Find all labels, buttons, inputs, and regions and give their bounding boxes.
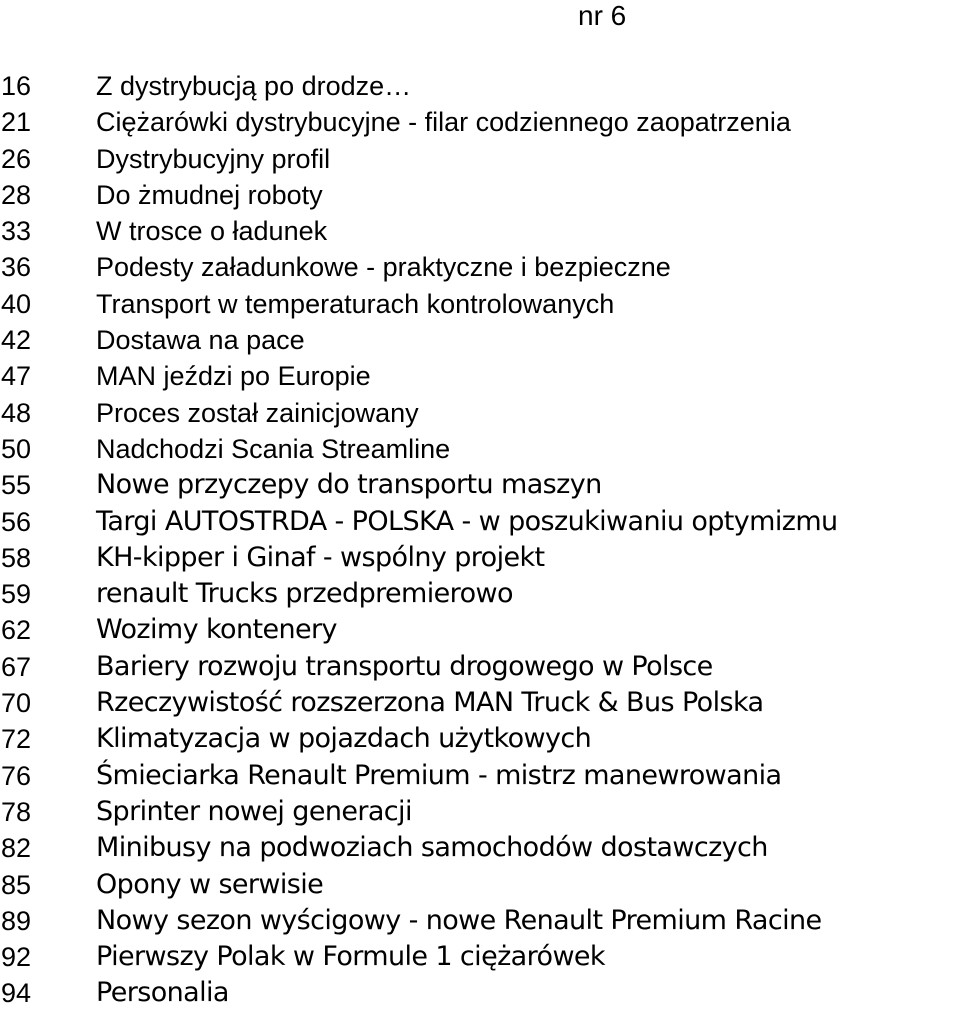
toc-page-number: 42 bbox=[1, 325, 32, 356]
toc-entry bbox=[0, 68, 960, 104]
toc-entry bbox=[0, 467, 960, 503]
toc-page-number: 85 bbox=[1, 869, 32, 900]
toc-page-number: 70 bbox=[1, 688, 32, 719]
toc-entry bbox=[0, 431, 960, 467]
toc-entry bbox=[0, 395, 960, 431]
toc-page-number: 62 bbox=[1, 615, 32, 646]
toc-entry bbox=[0, 685, 960, 721]
toc-entry bbox=[0, 612, 960, 648]
toc-article-title: Bariery rozwoju transportu drogowego w Polsce bbox=[96, 650, 713, 682]
toc-article-title: Opony w serwisie bbox=[96, 868, 324, 900]
issue-number: nr 6 bbox=[578, 0, 627, 31]
toc-entry bbox=[0, 249, 960, 285]
toc-page-number: 78 bbox=[1, 796, 32, 827]
toc-entry bbox=[0, 104, 960, 140]
toc-entry bbox=[0, 939, 960, 975]
toc-entry bbox=[0, 540, 960, 576]
toc-page-number: 48 bbox=[1, 397, 32, 428]
toc-entry bbox=[0, 358, 960, 394]
toc-article-title: MAN jeździ po Europie bbox=[96, 361, 371, 392]
toc-article-title: Z dystrybucją po drodze… bbox=[96, 71, 412, 101]
toc-article-title: KH-kipper i Ginaf - wspólny projekt bbox=[96, 541, 545, 573]
toc-entry bbox=[0, 141, 960, 177]
toc-article-title: W trosce o ładunek bbox=[96, 216, 328, 247]
toc-entry bbox=[0, 975, 960, 1011]
toc-page-number: 28 bbox=[1, 179, 32, 210]
toc-article-title: Ciężarówki dystrybucyjne - filar codziennego zaopatrzenia bbox=[96, 107, 791, 138]
toc-page-number: 16 bbox=[1, 71, 32, 101]
toc-entry bbox=[0, 794, 960, 830]
toc-article-title: Do żmudnej roboty bbox=[96, 179, 323, 210]
toc-entry bbox=[0, 649, 960, 685]
toc-entry bbox=[0, 758, 960, 794]
toc-page-number: 55 bbox=[1, 470, 32, 501]
toc-page-number: 33 bbox=[1, 216, 32, 247]
toc-article-title: Sprinter nowej generacji bbox=[96, 795, 412, 827]
toc-article-title: Transport w temperaturach kontrolowanych bbox=[96, 288, 615, 319]
toc-article-title: Śmieciarka Renault Premium - mistrz manewrowania bbox=[96, 759, 782, 791]
toc-entry bbox=[0, 721, 960, 757]
toc-article-title: Dostawa na pace bbox=[96, 325, 305, 356]
toc-entry bbox=[0, 504, 960, 540]
toc-article-title: Pierwszy Polak w Formule 1 ciężarówek bbox=[96, 941, 605, 973]
toc-page-number: 40 bbox=[1, 288, 32, 319]
toc-entry bbox=[0, 903, 960, 939]
toc-page-number: 21 bbox=[1, 107, 32, 138]
toc-article-title: Nadchodzi Scania Streamline bbox=[96, 433, 451, 464]
toc-article-title: Wozimy kontenery bbox=[96, 614, 337, 646]
toc-entry bbox=[0, 177, 960, 213]
toc-page-number: 50 bbox=[1, 433, 32, 464]
toc-entry bbox=[0, 576, 960, 612]
toc-article-title: Nowe przyczepy do transportu maszyn bbox=[96, 469, 602, 501]
toc-article-title: Proces został zainicjowany bbox=[96, 397, 419, 428]
toc-entry bbox=[0, 213, 960, 249]
toc-page-number: 56 bbox=[1, 506, 32, 537]
toc-article-title: Klimatyzacja w pojazdach użytkowych bbox=[96, 723, 592, 755]
toc-page-number: 47 bbox=[1, 361, 32, 392]
toc-article-title: Podesty załadunkowe - praktyczne i bezpieczne bbox=[96, 252, 671, 283]
toc-page-number: 94 bbox=[1, 978, 32, 1009]
toc-entry bbox=[0, 322, 960, 358]
toc-page-number: 36 bbox=[1, 252, 32, 283]
toc-article-title: Rzeczywistość rozszerzona MAN Truck & Bus Polska bbox=[96, 687, 764, 719]
toc-entry bbox=[0, 830, 960, 866]
toc-article-title: Minibusy na podwoziach samochodów dostawczych bbox=[96, 832, 768, 864]
toc-page-number: 89 bbox=[1, 905, 32, 936]
toc-page-number: 58 bbox=[1, 542, 32, 573]
table-of-contents bbox=[0, 68, 960, 1012]
toc-entry bbox=[0, 286, 960, 322]
toc-article-title: Nowy sezon wyścigowy - nowe Renault Premium Racine bbox=[96, 904, 822, 936]
toc-page-number: 67 bbox=[1, 651, 32, 682]
toc-page-number: 82 bbox=[1, 833, 32, 864]
toc-article-title: Dystrybucyjny profil bbox=[96, 143, 331, 174]
toc-page-number: 92 bbox=[1, 942, 32, 973]
toc-page-number: 72 bbox=[1, 724, 32, 755]
toc-entry bbox=[0, 867, 960, 903]
toc-page-number: 26 bbox=[1, 143, 32, 174]
toc-page-number: 59 bbox=[1, 579, 32, 610]
toc-page-number: 76 bbox=[1, 760, 32, 791]
toc-article-title: renault Trucks przedpremierowo bbox=[96, 578, 513, 610]
toc-article-title: Targi AUTOSTRDA - POLSKA - w poszukiwaniu optymizmu bbox=[96, 505, 838, 537]
toc-article-title: Personalia bbox=[96, 977, 229, 1009]
